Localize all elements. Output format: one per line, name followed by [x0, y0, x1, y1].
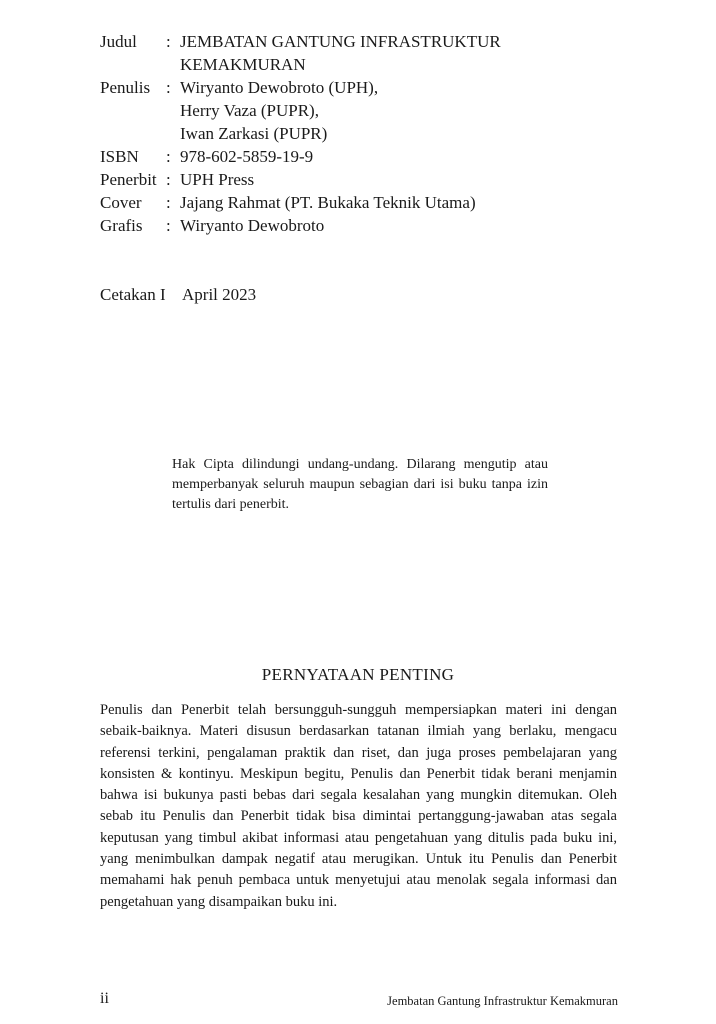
credit-value: [180, 76, 501, 145]
credit-row: [100, 30, 501, 76]
credit-separator: :: [166, 147, 171, 166]
credit-label: Penulis: [100, 78, 151, 97]
credit-label: ISBN: [100, 147, 139, 166]
credit-value-line: Iwan Zarkasi (PUPR): [180, 124, 328, 143]
credit-row: [100, 76, 501, 145]
credit-label: Penerbit: [100, 170, 157, 189]
credits-body: [100, 30, 501, 237]
credit-value-line: Wiryanto Dewobroto (UPH),: [180, 78, 379, 97]
credit-label: Cover: [100, 193, 142, 212]
credit-row: [100, 168, 501, 191]
credit-label: Judul: [100, 32, 137, 51]
edition-line: [100, 283, 257, 306]
credit-value-line: Jajang Rahmat (PT. Bukaka Teknik Utama): [180, 193, 476, 212]
credit-separator: :: [166, 78, 171, 97]
credit-separator: :: [166, 193, 171, 212]
credit-value-line: JEMBATAN GANTUNG INFRASTRUKTUR: [180, 32, 501, 51]
credit-value-line: 978-602-5859-19-9: [180, 147, 314, 166]
credits-table: [100, 30, 501, 237]
credit-label: Grafis: [100, 216, 143, 235]
running-title: Jembatan Gantung Infrastruktur Kemakmuran: [387, 994, 618, 1008]
credit-separator: :: [166, 216, 171, 235]
copyright-notice: Hak Cipta dilindungi undang-undang. Dilarang mengutip atau memperbanyak seluruh maupun sebagian dari isi buku tanpa izin tertulis dari penerbit.: [172, 457, 548, 512]
credit-value: [180, 191, 501, 214]
statement-body: Penulis dan Penerbit telah bersungguh-sungguh mempersiapkan materi ini dengan sebaik-baiknya. Materi disusun berdasarkan tatanan ilmiah yang berlaku, mengacu referensi terkini, pengalaman praktik dan riset, dan juga proses pembelajaran yang konsisten & kontinyu. Meskipun begitu, Penulis dan Penerbit tidak berani menjamin bahwa isi bukunya pasti bebas dari segala kesalahan yang mungkin ditemukan. Oleh sebab itu Penulis dan Penerbit tidak bisa dimintai pertanggung-jawaban atas segala keputusan yang timbul akibat informasi atau pengetahuan yang ditulis pada buku ini, yang menimbulkan dampak negatif atau merugikan. Untuk itu Penulis dan Penerbit memahami hak penuh pembaca untuk menyetujui atau menolak segala informasi dan pengetahuan yang disampaikan buku ini.: [100, 702, 617, 910]
credit-value-line: Herry Vaza (PUPR),: [180, 101, 319, 120]
credit-separator: :: [166, 32, 171, 51]
credit-value-line: Wiryanto Dewobroto: [180, 216, 325, 235]
credit-value: [180, 30, 501, 76]
credit-value-line: KEMAKMURAN: [180, 55, 306, 74]
credit-row: [100, 145, 501, 168]
credit-value: [180, 214, 501, 237]
edition-date: April 2023: [182, 285, 257, 304]
credit-value: [180, 145, 501, 168]
credit-separator: :: [166, 170, 171, 189]
page-number: ii: [100, 990, 109, 1007]
credit-value: [180, 168, 501, 191]
edition-label: Cetakan I: [100, 285, 166, 304]
statement-title: PERNYATAAN PENTING: [261, 665, 455, 684]
credit-row: [100, 191, 501, 214]
credit-row: [100, 214, 501, 237]
credit-value-line: UPH Press: [180, 170, 255, 189]
